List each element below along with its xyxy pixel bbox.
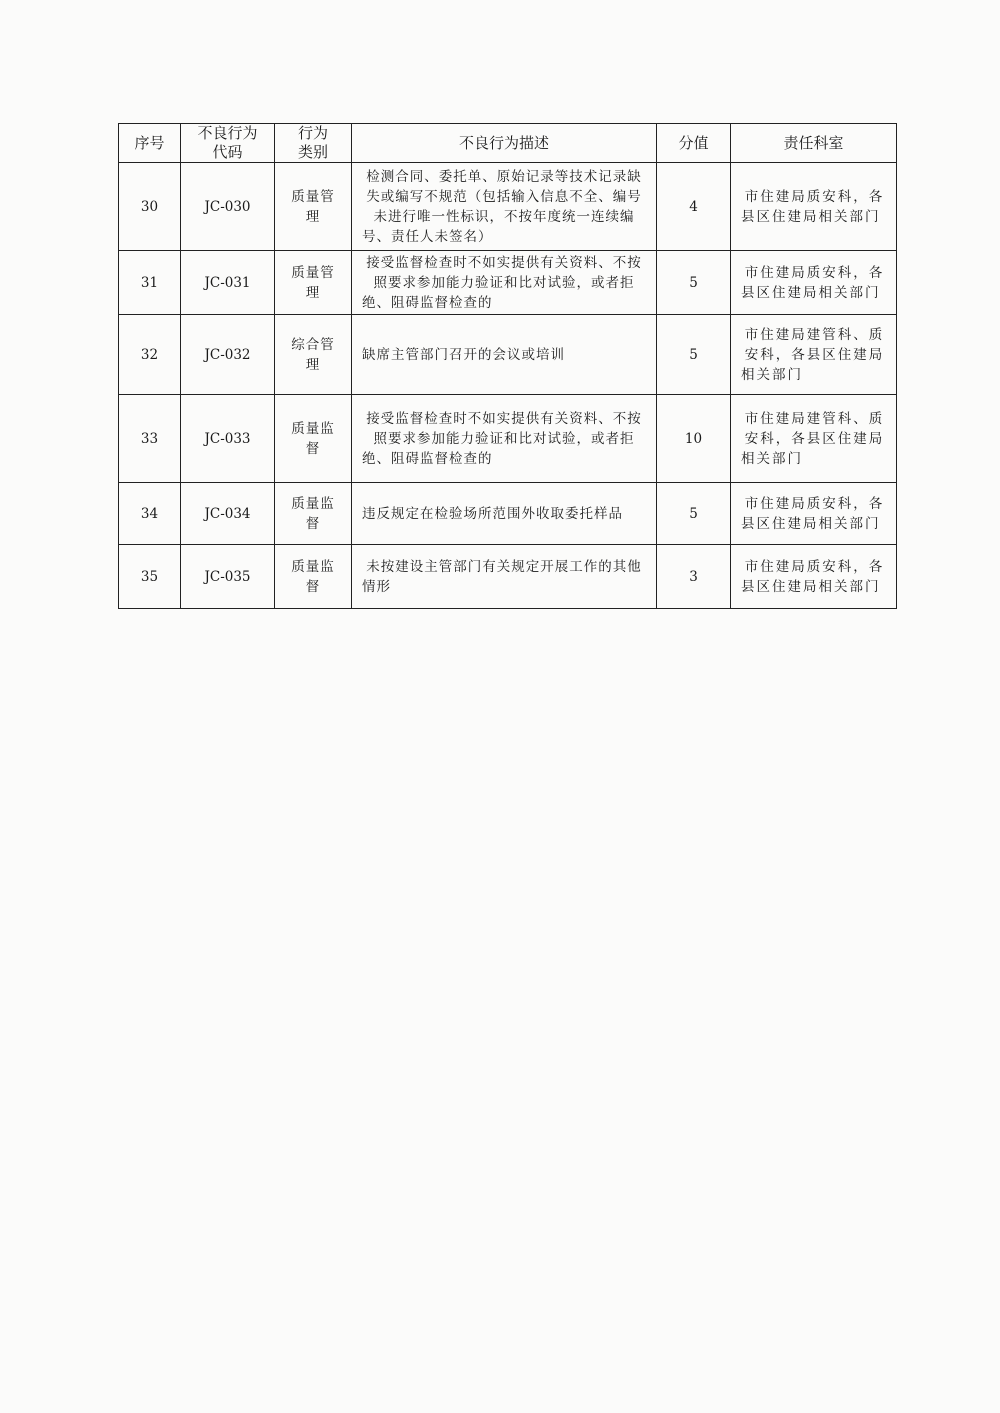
cell-index: 33: [119, 395, 181, 483]
cell-code: JC-032: [181, 315, 275, 395]
header-score: 分值: [657, 124, 731, 163]
table-row: [119, 251, 897, 315]
cell-category: 质量监督: [275, 483, 352, 545]
bad-behavior-table: [118, 123, 897, 609]
header-category-text: 行为类别: [297, 124, 328, 161]
cell-description: 接受监督检查时不如实提供有关资料、不按照要求参加能力验证和比对试验，或者拒绝、阻碍监督检查的: [352, 251, 657, 315]
cell-score: 3: [657, 545, 731, 609]
cell-score: 5: [657, 483, 731, 545]
header-description: 不良行为描述: [352, 124, 657, 163]
table-row: [119, 545, 897, 609]
cell-score: 10: [657, 395, 731, 483]
header-index: 序号: [119, 124, 181, 163]
table-header-row: [119, 124, 897, 163]
cell-category: 质量监督: [275, 545, 352, 609]
cell-department: 市住建局建管科、质安科，各县区住建局相关部门: [731, 395, 897, 483]
table-row: [119, 163, 897, 251]
cell-index: 32: [119, 315, 181, 395]
cell-index: 31: [119, 251, 181, 315]
cell-category: 质量管理: [275, 251, 352, 315]
cell-code: JC-034: [181, 483, 275, 545]
cell-category: 质量监督: [275, 395, 352, 483]
cell-code: JC-035: [181, 545, 275, 609]
cell-score: 5: [657, 251, 731, 315]
cell-description: 接受监督检查时不如实提供有关资料、不按照要求参加能力验证和比对试验，或者拒绝、阻碍监督检查的: [352, 395, 657, 483]
cell-index: 30: [119, 163, 181, 251]
cell-index: 35: [119, 545, 181, 609]
cell-department: 市住建局质安科，各县区住建局相关部门: [731, 545, 897, 609]
cell-description: 缺席主管部门召开的会议或培训: [352, 315, 657, 395]
cell-index: 34: [119, 483, 181, 545]
cell-code: JC-031: [181, 251, 275, 315]
table-row: [119, 395, 897, 483]
header-department: 责任科室: [731, 124, 897, 163]
cell-category: 质量管理: [275, 163, 352, 251]
cell-department: 市住建局建管科、质安科，各县区住建局相关部门: [731, 315, 897, 395]
cell-category: 综合管理: [275, 315, 352, 395]
cell-score: 5: [657, 315, 731, 395]
cell-code: JC-030: [181, 163, 275, 251]
cell-department: 市住建局质安科，各县区住建局相关部门: [731, 163, 897, 251]
header-code-text: 不良行为代码: [197, 124, 258, 161]
cell-description: 检测合同、委托单、原始记录等技术记录缺失或编写不规范（包括输入信息不全、编号未进行唯一性标识，不按年度统一连续编号、责任人未签名）: [352, 163, 657, 251]
table-row: [119, 483, 897, 545]
table-row: [119, 315, 897, 395]
cell-department: 市住建局质安科，各县区住建局相关部门: [731, 251, 897, 315]
cell-description: 未按建设主管部门有关规定开展工作的其他情形: [352, 545, 657, 609]
cell-description: 违反规定在检验场所范围外收取委托样品: [352, 483, 657, 545]
cell-code: JC-033: [181, 395, 275, 483]
header-code: [181, 124, 275, 163]
header-category: [275, 124, 352, 163]
cell-score: 4: [657, 163, 731, 251]
cell-department: 市住建局质安科，各县区住建局相关部门: [731, 483, 897, 545]
